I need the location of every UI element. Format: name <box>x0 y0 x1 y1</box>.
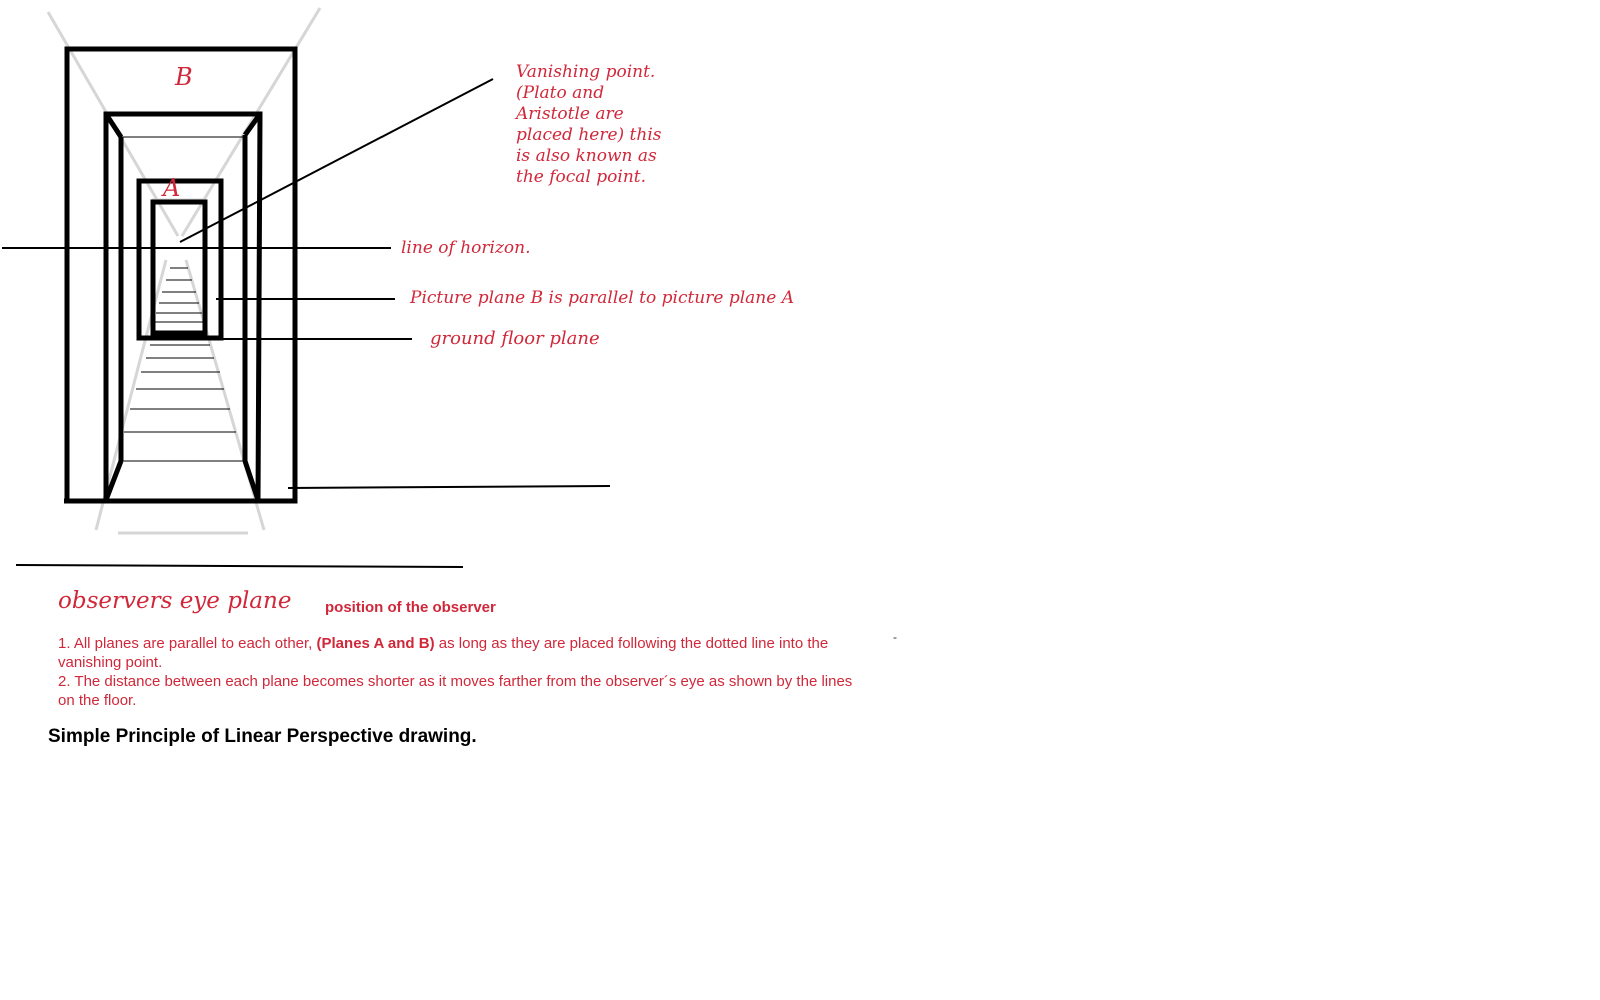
note-item-1 <box>58 634 858 672</box>
vanishing-point-label <box>514 62 662 187</box>
vanishing-point-line-3: Aristotle are <box>516 104 624 124</box>
note-item-1-prefix: 1. All planes are parallel to each other, <box>58 635 317 652</box>
corridor-frame-2 <box>106 114 260 500</box>
note-item-1-suffix: as long as they are placed following the dotted line into the vanishing point. <box>58 635 829 671</box>
ground-floor-label: ground floor plane <box>430 328 600 349</box>
note-item-2: 2. The distance between each plane becomes shorter as it moves farther from the observer´s eye as shown by the lines on the floor. <box>58 673 853 709</box>
observers-eye-line <box>16 565 463 567</box>
vanishing-point-line-5: is also known as <box>516 146 657 166</box>
vanishing-point-line-2: (Plato and <box>516 83 605 103</box>
diagram-caption: Simple Principle of Linear Perspective drawing. <box>48 726 477 747</box>
plane-b-label: B <box>175 63 193 91</box>
corridor-walls <box>106 114 260 500</box>
horizon-label: line of horizon. <box>401 238 531 258</box>
plane-a-label: A <box>163 174 181 202</box>
observer-position-label: position of the observer <box>325 599 496 616</box>
frame-edge-pointer <box>288 486 610 488</box>
observers-eye-label: observers eye plane <box>58 588 292 614</box>
note-item-1-bold: (Planes A and B) <box>316 635 435 652</box>
notes-block <box>58 634 858 710</box>
stray-mark: - <box>893 630 897 644</box>
vanishing-point-line-6: the focal point. <box>516 167 647 187</box>
vanishing-point-line-4: placed here) this <box>516 125 662 145</box>
picture-plane-label: Picture plane B is parallel to picture plane A <box>410 288 794 308</box>
vanishing-point-line-1: Vanishing point. <box>516 62 656 82</box>
